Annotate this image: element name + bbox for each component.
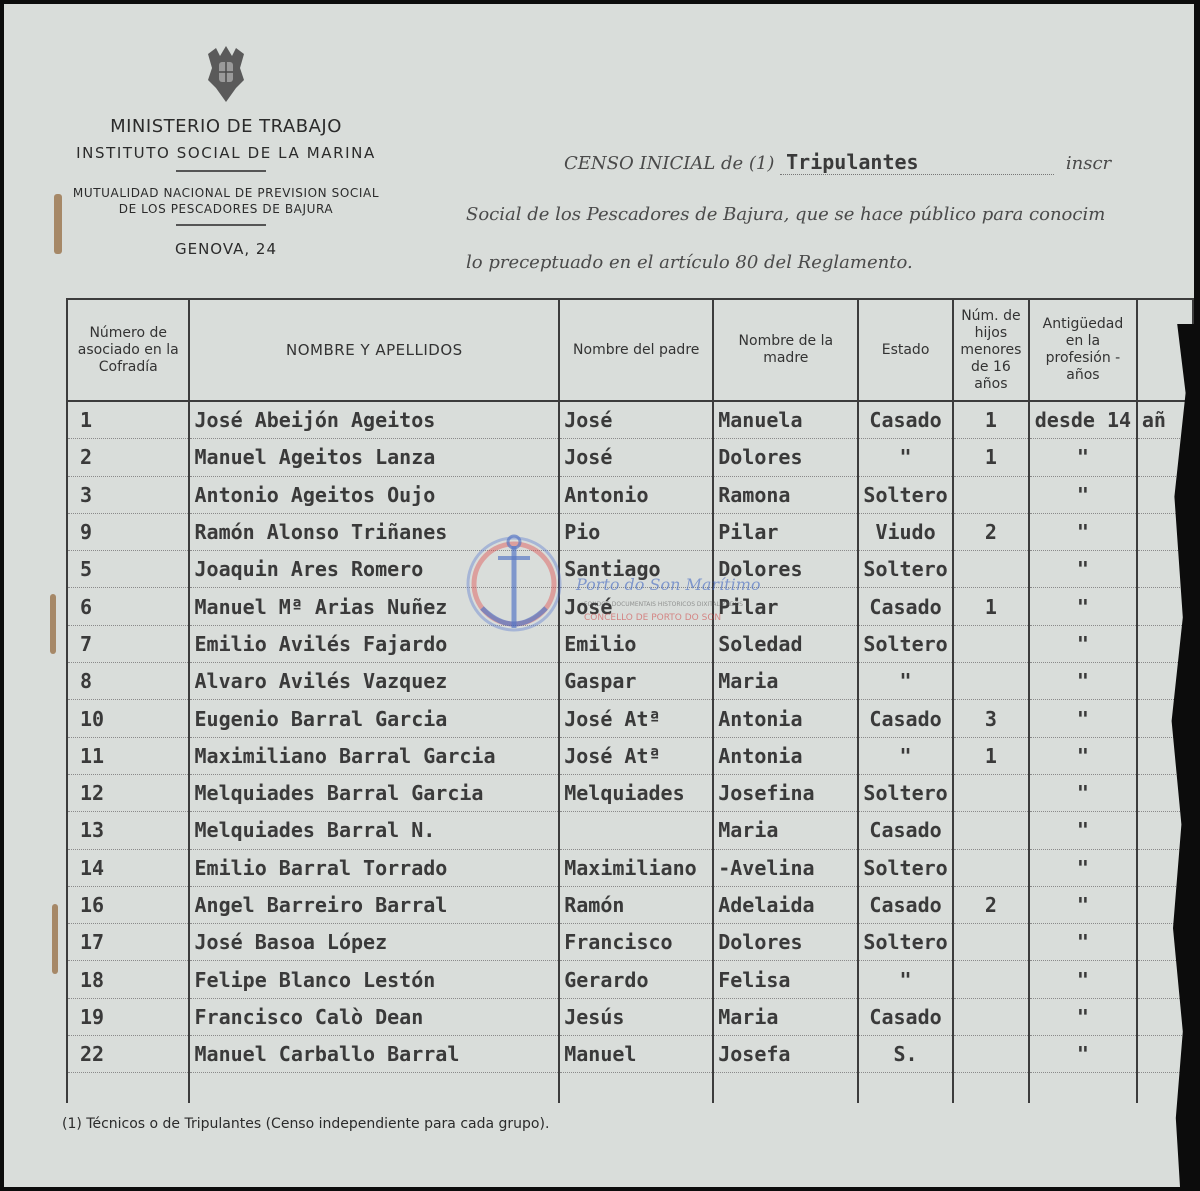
cell-marital-status: Casado	[858, 998, 952, 1035]
watermark-line-1: FONDOS DOCUMENTAIS HISTÓRICOS DIXITALIZADOS	[584, 601, 743, 608]
census-group-fill: Tripulantes	[780, 150, 1054, 175]
title-line-1-suffix: inscr	[1065, 153, 1112, 174]
cell-children-count	[953, 476, 1029, 513]
cell-father-name: José	[559, 588, 713, 625]
cell-member-number: 16	[67, 886, 189, 923]
watermark-line-2: CONCELLO DE PORTO DO SON	[584, 613, 722, 623]
cell-children-count	[953, 1036, 1029, 1073]
cell-marital-status: Soltero	[858, 924, 952, 961]
cell-father-name: Gerardo	[559, 961, 713, 998]
header-children-count: Núm. de hijos menores de 16 años	[953, 299, 1029, 401]
cell-full-name: Melquiades Barral N.	[189, 812, 559, 849]
cell-children-count	[953, 849, 1029, 886]
cell-member-number: 7	[67, 625, 189, 662]
cell-member-number: 2	[67, 439, 189, 476]
cell-marital-status: Soltero	[858, 625, 952, 662]
table-row	[67, 737, 1193, 774]
header-marital-status: Estado	[858, 299, 952, 401]
cell-member-number: 22	[67, 1036, 189, 1073]
table-row	[67, 886, 1193, 923]
table-row	[67, 812, 1193, 849]
cell-children-count	[953, 663, 1029, 700]
cell-marital-status: Casado	[858, 401, 952, 439]
table-row	[67, 1036, 1193, 1073]
table-row	[67, 998, 1193, 1035]
cell-father-name: Santiago	[559, 551, 713, 588]
table-row	[67, 439, 1193, 476]
cell-children-count	[953, 551, 1029, 588]
cell-marital-status: "	[858, 439, 952, 476]
cell-marital-status: Casado	[858, 588, 952, 625]
cell-mother-name: Maria	[713, 998, 858, 1035]
title-line-1	[564, 150, 1111, 175]
table-row	[67, 401, 1193, 439]
cell-mother-name: Antonia	[713, 737, 858, 774]
cell-mother-name: -Avelina	[713, 849, 858, 886]
cell-member-number: 14	[67, 849, 189, 886]
cell-full-name: Felipe Blanco Lestón	[189, 961, 559, 998]
cell-father-name-empty	[559, 1073, 713, 1104]
cell-mother-name: Dolores	[713, 924, 858, 961]
cell-father-name: José Atª	[559, 737, 713, 774]
cell-seniority: desde 14	[1029, 401, 1137, 439]
cell-mother-name: Josefa	[713, 1036, 858, 1073]
cell-full-name: Angel Barreiro Barral	[189, 886, 559, 923]
cell-children-count: 1	[953, 401, 1029, 439]
cell-children-count	[953, 625, 1029, 662]
cell-mother-name: Dolores	[713, 551, 858, 588]
cell-father-name: Melquiades	[559, 774, 713, 811]
cell-marital-status: Soltero	[858, 849, 952, 886]
cell-children-count	[953, 924, 1029, 961]
address: GENOVA, 24	[174, 240, 278, 258]
cell-mother-name: Soledad	[713, 625, 858, 662]
cell-children-count: 1	[953, 439, 1029, 476]
rust-stain	[52, 904, 58, 974]
cell-seniority: "	[1029, 924, 1137, 961]
cell-children-count	[953, 961, 1029, 998]
cell-seniority: "	[1029, 551, 1137, 588]
cell-member-number: 10	[67, 700, 189, 737]
cell-seniority: "	[1029, 663, 1137, 700]
cell-seniority: "	[1029, 774, 1137, 811]
document-page	[4, 4, 1194, 1187]
table-row	[67, 625, 1193, 662]
cell-full-name: Eugenio Barral Garcia	[189, 700, 559, 737]
cell-seniority: "	[1029, 1036, 1137, 1073]
cell-marital-status: Soltero	[858, 476, 952, 513]
cell-full-name: Melquiades Barral Garcia	[189, 774, 559, 811]
cell-father-name: Pio	[559, 513, 713, 550]
cell-full-name: Emilio Avilés Fajardo	[189, 625, 559, 662]
cell-mother-name: Maria	[713, 812, 858, 849]
institute-name: INSTITUTO SOCIAL DE LA MARINA	[76, 144, 376, 162]
cell-seniority: "	[1029, 625, 1137, 662]
cell-children-count: 2	[953, 513, 1029, 550]
cell-full-name: Manuel Ageitos Lanza	[189, 439, 559, 476]
cell-full-name: Emilio Barral Torrado	[189, 849, 559, 886]
cell-marital-status: Casado	[858, 886, 952, 923]
cell-seniority: "	[1029, 998, 1137, 1035]
cell-father-name	[559, 812, 713, 849]
header-seniority: Antigüedad en la profesión - años	[1029, 299, 1137, 401]
cell-mother-name: Antonia	[713, 700, 858, 737]
cell-full-name: José Basoa López	[189, 924, 559, 961]
cell-children-count	[953, 998, 1029, 1035]
cell-seniority: "	[1029, 476, 1137, 513]
cell-father-name: Ramón	[559, 886, 713, 923]
cell-mother-name: Pilar	[713, 513, 858, 550]
cell-children-count: 2	[953, 886, 1029, 923]
cell-father-name: Emilio	[559, 625, 713, 662]
cell-member-number: 6	[67, 588, 189, 625]
header-divider	[176, 170, 266, 172]
cell-member-number-empty	[67, 1073, 189, 1104]
cell-father-name: José Atª	[559, 700, 713, 737]
cell-marital-status: Viudo	[858, 513, 952, 550]
cell-full-name-empty	[189, 1073, 559, 1104]
ministry-name: MINISTERIO DE TRABAJO	[110, 116, 342, 137]
cell-marital-status: "	[858, 961, 952, 998]
table-row	[67, 588, 1193, 625]
cell-full-name: Francisco Calò Dean	[189, 998, 559, 1035]
cell-member-number: 3	[67, 476, 189, 513]
cell-seniority: "	[1029, 700, 1137, 737]
cell-children-count: 1	[953, 588, 1029, 625]
cell-mother-name-empty	[713, 1073, 858, 1104]
cell-full-name: Joaquin Ares Romero	[189, 551, 559, 588]
cell-father-name: Francisco	[559, 924, 713, 961]
table-row	[67, 961, 1193, 998]
table-row	[67, 924, 1193, 961]
cell-children-count	[953, 812, 1029, 849]
watermark-title: Porto do Son Marítimo	[576, 575, 761, 594]
census-body	[67, 401, 1193, 1103]
cell-father-name: Gaspar	[559, 663, 713, 700]
cell-member-number: 5	[67, 551, 189, 588]
cell-member-number: 12	[67, 774, 189, 811]
cell-mother-name: Dolores	[713, 439, 858, 476]
cell-member-number: 18	[67, 961, 189, 998]
cell-marital-status-empty	[858, 1073, 952, 1104]
cell-father-name: Manuel	[559, 1036, 713, 1073]
cell-full-name: Alvaro Avilés Vazquez	[189, 663, 559, 700]
cell-seniority: "	[1029, 812, 1137, 849]
cell-mother-name: Felisa	[713, 961, 858, 998]
census-table	[66, 298, 1194, 1103]
cell-full-name: Manuel Mª Arias Nuñez	[189, 588, 559, 625]
header-mother-name: Nombre de la madre	[713, 299, 858, 401]
cell-seniority: "	[1029, 961, 1137, 998]
cell-father-name: Jesús	[559, 998, 713, 1035]
cell-father-name: Antonio	[559, 476, 713, 513]
cell-father-name: Maximiliano	[559, 849, 713, 886]
table-row	[67, 476, 1193, 513]
cell-member-number: 19	[67, 998, 189, 1035]
cell-seniority: "	[1029, 886, 1137, 923]
header-divider	[176, 224, 266, 226]
cell-full-name: Manuel Carballo Barral	[189, 1036, 559, 1073]
table-row	[67, 513, 1193, 550]
table-row	[67, 849, 1193, 886]
coat-of-arms-icon	[202, 44, 250, 106]
cell-marital-status: Casado	[858, 812, 952, 849]
cell-marital-status: S.	[858, 1036, 952, 1073]
cell-seniority-empty	[1029, 1073, 1137, 1104]
cell-member-number: 11	[67, 737, 189, 774]
cell-mother-name: Manuela	[713, 401, 858, 439]
header-full-name: NOMBRE Y APELLIDOS	[189, 299, 559, 401]
header-father-name: Nombre del padre	[559, 299, 713, 401]
cell-mother-name: Adelaida	[713, 886, 858, 923]
header-member-number: Número de asociado en la Cofradía	[67, 299, 189, 401]
cell-children-count: 3	[953, 700, 1029, 737]
cell-seniority: "	[1029, 849, 1137, 886]
cell-member-number: 17	[67, 924, 189, 961]
cell-seniority: "	[1029, 737, 1137, 774]
cell-full-name: Maximiliano Barral Garcia	[189, 737, 559, 774]
cell-mother-name: Ramona	[713, 476, 858, 513]
census-title: CENSO INICIAL de (1)	[564, 153, 775, 174]
mutual-line-1: MUTUALIDAD NACIONAL DE PREVISION SOCIAL	[72, 186, 380, 200]
cell-member-number: 13	[67, 812, 189, 849]
cell-mother-name: Josefina	[713, 774, 858, 811]
rust-stain	[50, 594, 56, 654]
cell-mother-name: Maria	[713, 663, 858, 700]
table-header-row	[67, 299, 1193, 401]
cell-seniority: "	[1029, 513, 1137, 550]
table-row	[67, 551, 1193, 588]
cell-seniority: "	[1029, 588, 1137, 625]
cell-full-name: Ramón Alonso Triñanes	[189, 513, 559, 550]
cell-marital-status: Soltero	[858, 551, 952, 588]
cell-children-count: 1	[953, 737, 1029, 774]
cell-father-name: José	[559, 439, 713, 476]
table-row	[67, 700, 1193, 737]
cell-full-name: José Abeijón Ageitos	[189, 401, 559, 439]
cell-marital-status: "	[858, 737, 952, 774]
cell-seniority: "	[1029, 439, 1137, 476]
mutual-line-2: DE LOS PESCADORES DE BAJURA	[118, 202, 334, 216]
cell-member-number: 8	[67, 663, 189, 700]
cell-children-count	[953, 774, 1029, 811]
cell-children-count-empty	[953, 1073, 1029, 1104]
table-row-empty	[67, 1073, 1193, 1104]
cell-full-name: Antonio Ageitos Oujo	[189, 476, 559, 513]
cell-marital-status: Soltero	[858, 774, 952, 811]
cell-father-name: José	[559, 401, 713, 439]
cell-extra: añ	[1137, 401, 1193, 439]
cell-marital-status: "	[858, 663, 952, 700]
footnote: (1) Técnicos o de Tripulantes (Censo independiente para cada grupo).	[62, 1116, 550, 1132]
cell-marital-status: Casado	[858, 700, 952, 737]
cell-member-number: 1	[67, 401, 189, 439]
title-line-2: Social de los Pescadores de Bajura, que se hace público para conocim	[466, 204, 1106, 225]
table-row	[67, 663, 1193, 700]
table-row	[67, 774, 1193, 811]
title-line-3: lo preceptuado en el artículo 80 del Reglamento.	[466, 252, 913, 273]
cell-mother-name: Pilar	[713, 588, 858, 625]
cell-member-number: 9	[67, 513, 189, 550]
